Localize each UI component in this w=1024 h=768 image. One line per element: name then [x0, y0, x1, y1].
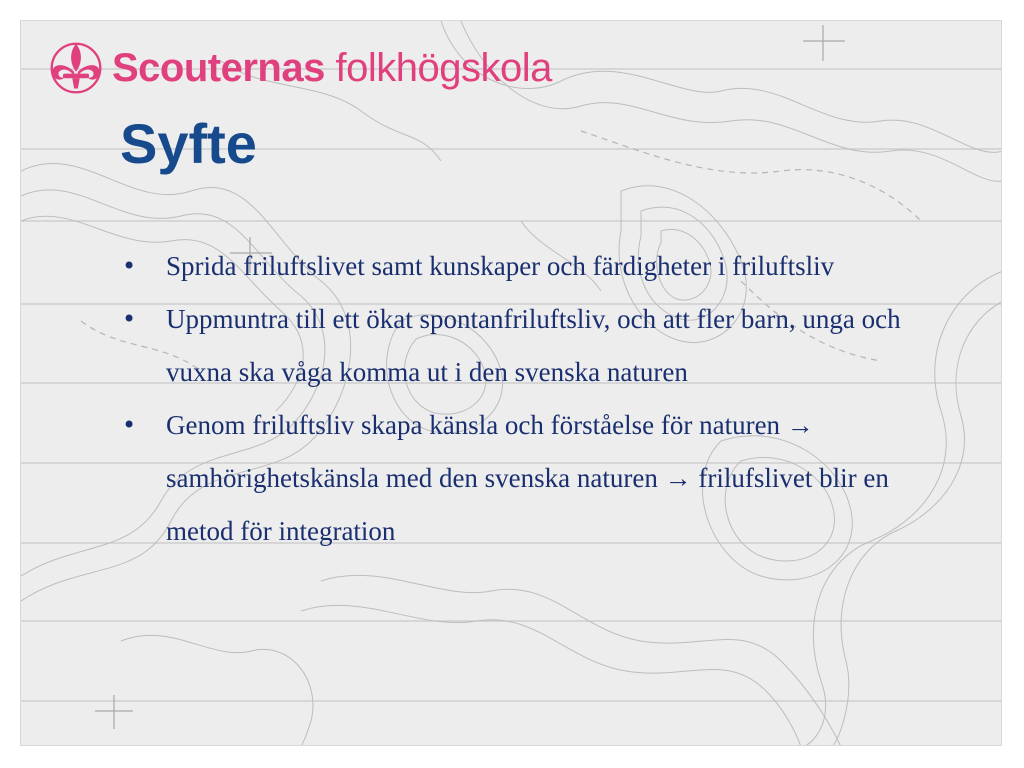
bullet-text: Sprida friluftslivet samt kunskaper och färdigheter i friluftsliv — [166, 251, 835, 281]
bullet-list — [122, 240, 922, 558]
school-name — [112, 48, 552, 88]
fleur-de-lis-icon — [48, 40, 104, 96]
school-name-bold: Scouternas — [112, 46, 325, 90]
bullet-icon: • — [122, 252, 137, 280]
list-item — [122, 293, 922, 399]
bullet-icon: • — [122, 411, 137, 439]
school-logo — [48, 38, 552, 98]
list-item — [122, 240, 922, 293]
bullet-text: Genom friluftsliv skapa känsla och förståelse för naturen → samhörighetskänsla med den svenska naturen → frilufslivet blir en metod för integration — [166, 410, 889, 546]
school-name-light: folkhögskola — [335, 46, 552, 90]
list-item — [122, 399, 922, 558]
bullet-text: Uppmuntra till ett ökat spontanfriluftsliv, och att fler barn, unga och vuxna ska våga komma ut i den svenska naturen — [166, 304, 901, 387]
bullet-icon: • — [122, 305, 137, 333]
slide-title: Syfte — [120, 112, 257, 175]
